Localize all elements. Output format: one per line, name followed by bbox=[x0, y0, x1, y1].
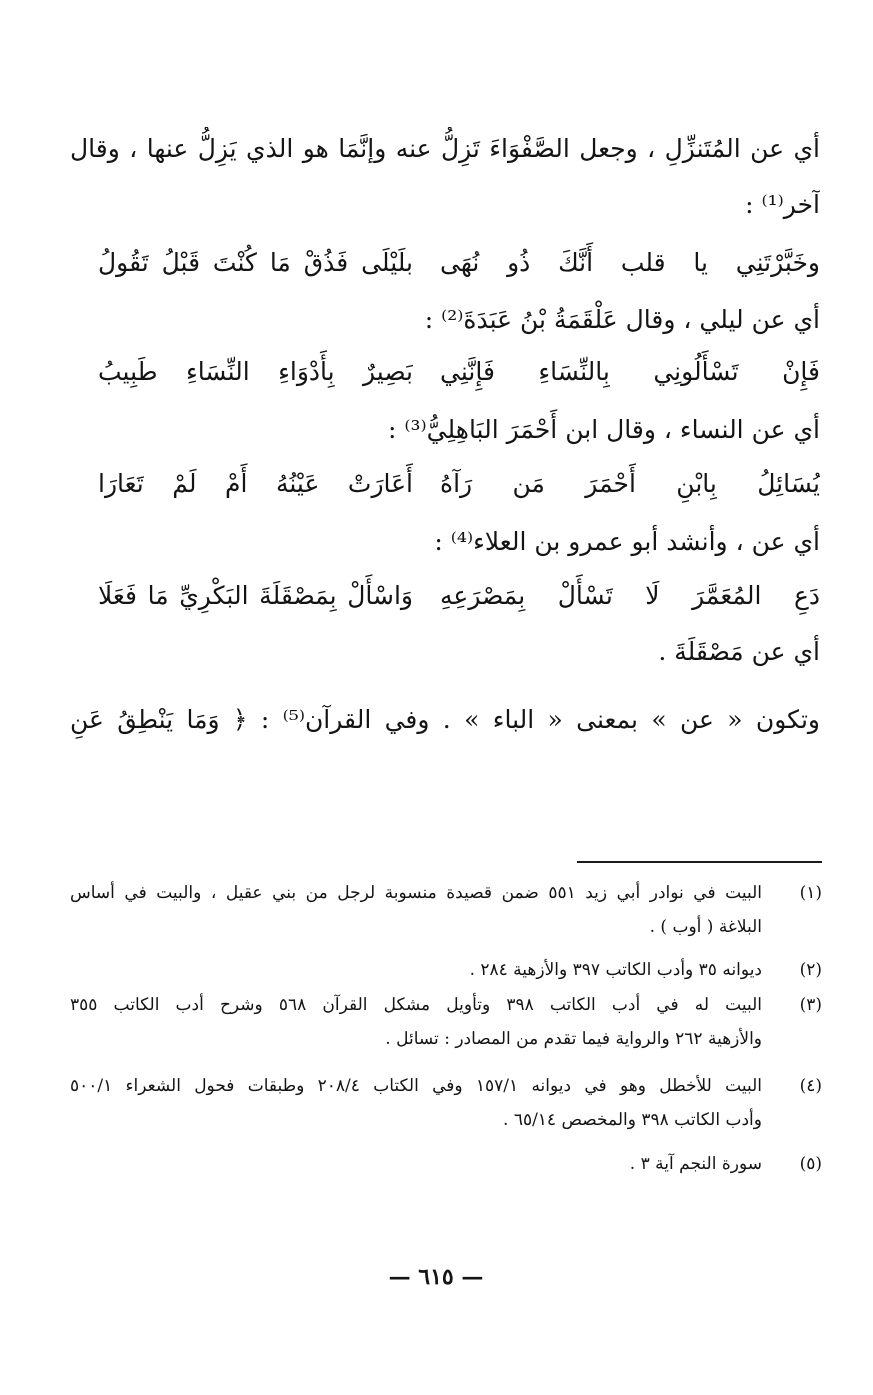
verse-3-second-hemistich: أَعَارَتْ عَيْنُهُ أَمْ لَمْ تَعَارَا bbox=[98, 469, 413, 498]
body-line-2: آخر⁽¹⁾ : bbox=[745, 190, 820, 219]
footnote-separator bbox=[577, 861, 822, 863]
page-number: — ٦١٥ — bbox=[388, 1264, 484, 1290]
body-line-5: أي عن ، وأنشد أبو عمرو بن العلاء⁽⁴⁾ : bbox=[434, 527, 820, 556]
footnote-number: (٢) bbox=[799, 960, 822, 980]
verse-1-first-hemistich: وخَبَّرْتَنِي يا قلب أَنَّكَ ذُو نُهَى bbox=[440, 248, 820, 277]
footnote-2 bbox=[70, 953, 822, 987]
footnote-line: البلاغة ( أوب ) . bbox=[649, 917, 762, 937]
body-line-4: أي عن النساء ، وقال ابن أَحْمَرَ البَاهِلِيُّ⁽³⁾ : bbox=[387, 415, 820, 444]
footnote-4 bbox=[70, 1069, 822, 1137]
body-line-3: أي عن ليلي ، وقال عَلْقَمَةُ بْنُ عَبَدَةَ⁽²⁾ : bbox=[424, 305, 820, 334]
body-line-6: أي عن مَصْقَلَةَ . bbox=[658, 637, 820, 666]
footnote-5 bbox=[70, 1147, 822, 1181]
footnote-line: البيت للأخطل وهو في ديوانه ١٥٧/١ وفي الكتاب ٢٠٨/٤ وطبقات فحول الشعراء ٥٠٠/١ bbox=[70, 1076, 762, 1096]
footnote-line: البيت في نوادر أبي زيد ٥٥١ ضمن قصيدة منسوبة لرجل من بني عقيل ، والبيت في أساس bbox=[70, 883, 762, 903]
footnote-number: (٥) bbox=[799, 1154, 822, 1174]
verse-2-second-hemistich: بَصِيرٌ بِأَدْوَاءِ النِّسَاءِ طَبِيبُ bbox=[98, 357, 413, 386]
footnote-number: (٣) bbox=[799, 995, 822, 1015]
footnote-3 bbox=[70, 988, 822, 1056]
body-line-7: وتكون « عن » بمعنى « الباء » . وفي القرآن⁽⁵⁾ : ﴿ وَمَا يَنْطِقُ عَنِ bbox=[70, 705, 820, 734]
footnote-line: وأدب الكاتب ٣٩٨ والمخصص ٦٥/١٤ . bbox=[503, 1110, 762, 1130]
verse-1-second-hemistich: بلَيْلَى فَذُقْ مَا كُنْتَ قَبْلُ تَقُولُ bbox=[98, 248, 413, 277]
footnote-line: ديوانه ٣٥ وأدب الكاتب ٣٩٧ والأزهية ٢٨٤ . bbox=[469, 960, 762, 980]
footnote-line: والأزهية ٢٦٢ والرواية فيما تقدم من المصادر : تسائل . bbox=[385, 1029, 762, 1049]
verse-3-first-hemistich: يُسَائِلُ بِابْنِ أَحْمَرَ مَن رَآهُ bbox=[440, 469, 820, 498]
verse-4-second-hemistich: وَاسْأَلْ بِمَصْقَلَةَ البَكْرِيِّ مَا فَعَلَا bbox=[98, 581, 413, 610]
verse-2-first-hemistich: فَإِنْ تَسْأَلُونِي بِالنِّسَاءِ فَإِنَّنِي bbox=[440, 357, 820, 386]
footnote-line: سورة النجم آية ٣ . bbox=[629, 1154, 762, 1174]
verse-4-first-hemistich: دَعِ المُعَمَّرَ لَا تَسْأَلْ بِمَصْرَعِهِ bbox=[440, 581, 820, 610]
body-line-1: أي عن المُتَنزِّلِ ، وجعل الصَّفْوَاءَ تَزِلُّ عنه وإنَّمَا هو الذي يَزِلُّ عنها ، وقال bbox=[70, 134, 820, 163]
footnote-line: البيت له في أدب الكاتب ٣٩٨ وتأويل مشكل القرآن ٥٦٨ وشرح أدب الكاتب ٣٥٥ bbox=[70, 995, 762, 1015]
footnote-number: (٤) bbox=[799, 1076, 822, 1096]
footnote-number: (١) bbox=[799, 883, 822, 903]
footnote-1 bbox=[70, 876, 822, 944]
